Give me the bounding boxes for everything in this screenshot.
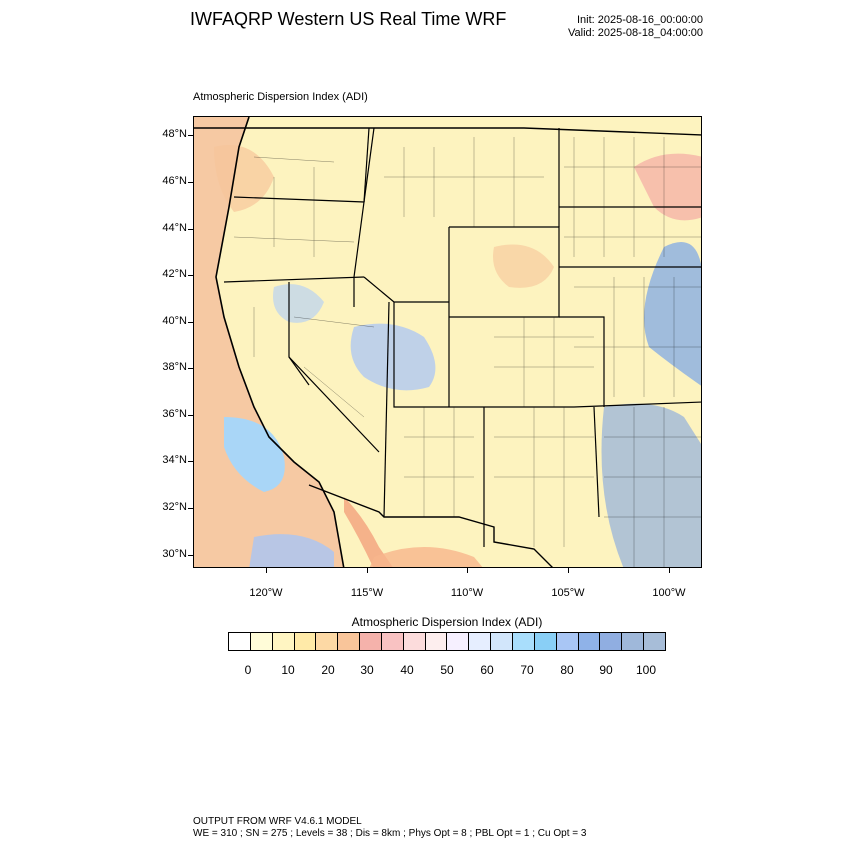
lat-tick — [188, 229, 193, 230]
lat-label-42n: 42°N — [162, 268, 187, 280]
model-info-footer — [193, 816, 586, 840]
legend-swatch — [579, 633, 601, 650]
lat-label-38n: 38°N — [162, 361, 187, 373]
legend-swatch — [491, 633, 513, 650]
lon-tick — [266, 568, 267, 573]
legend-swatch — [229, 633, 251, 650]
legend-label-0: 0 — [244, 663, 252, 677]
lat-tick — [188, 322, 193, 323]
map-panel[interactable] — [193, 116, 702, 568]
model-options: WE = 310 ; SN = 275 ; Levels = 38 ; Dis = 8km ; Phys Opt = 8 ; PBL Opt = 1 ; Cu Opt = 3 — [193, 828, 587, 839]
lat-label-32n: 32°N — [162, 501, 187, 513]
map-subtitle: Atmospheric Dispersion Index (ADI) — [193, 91, 368, 103]
legend-swatch — [316, 633, 338, 650]
lon-tick — [568, 568, 569, 573]
legend-swatch — [447, 633, 469, 650]
lat-label-40n: 40°N — [162, 315, 187, 327]
legend-swatch — [469, 633, 491, 650]
adi-map[interactable] — [194, 117, 702, 568]
legend-swatch — [535, 633, 557, 650]
legend-swatch — [251, 633, 273, 650]
lon-label-100w: 100°W — [652, 587, 686, 599]
lon-tick — [367, 568, 368, 573]
lat-tick — [188, 135, 193, 136]
legend-swatch — [404, 633, 426, 650]
lat-label-34n: 34°N — [162, 454, 187, 466]
legend-label-60: 60 — [480, 663, 494, 677]
lon-tick — [669, 568, 670, 573]
legend-swatch — [644, 633, 665, 650]
legend-label-80: 80 — [560, 663, 574, 677]
legend-label-40: 40 — [400, 663, 414, 677]
legend-swatch — [295, 633, 317, 650]
legend-swatch — [382, 633, 404, 650]
legend-swatch — [360, 633, 382, 650]
legend-swatch — [426, 633, 448, 650]
legend-label-90: 90 — [599, 663, 613, 677]
run-time-info — [520, 14, 703, 40]
page-title: IWFAQRP Western US Real Time WRF — [190, 9, 507, 29]
model-version: OUTPUT FROM WRF V4.6.1 MODEL — [193, 816, 362, 827]
lat-tick — [188, 555, 193, 556]
lon-label-115w: 115°W — [350, 587, 384, 599]
lat-tick — [188, 182, 193, 183]
lat-tick — [188, 415, 193, 416]
legend-label-100: 100 — [635, 663, 657, 677]
lat-label-48n: 48°N — [162, 128, 187, 140]
init-time: Init: 2025-08-16_00:00:00 — [577, 14, 703, 26]
lon-tick — [467, 568, 468, 573]
legend-swatch — [513, 633, 535, 650]
lat-tick — [188, 275, 193, 276]
legend-swatch — [622, 633, 644, 650]
lat-label-44n: 44°N — [162, 222, 187, 234]
legend-swatch — [600, 633, 622, 650]
lat-tick — [188, 461, 193, 462]
legend-title: Atmospheric Dispersion Index (ADI) — [351, 615, 543, 629]
color-legend-bar — [228, 632, 666, 651]
lat-label-36n: 36°N — [162, 408, 187, 420]
lon-label-105w: 105°W — [551, 587, 585, 599]
legend-label-70: 70 — [520, 663, 534, 677]
lat-tick — [188, 508, 193, 509]
legend-swatch — [338, 633, 360, 650]
legend-label-10: 10 — [281, 663, 295, 677]
lon-label-120w: 120°W — [249, 587, 283, 599]
legend-label-50: 50 — [440, 663, 454, 677]
legend-swatch — [273, 633, 295, 650]
lat-label-30n: 30°N — [162, 548, 187, 560]
lat-label-46n: 46°N — [162, 175, 187, 187]
legend-label-30: 30 — [360, 663, 374, 677]
legend-label-20: 20 — [321, 663, 335, 677]
legend-swatch — [557, 633, 579, 650]
lon-label-110w: 110°W — [450, 587, 484, 599]
valid-time: Valid: 2025-08-18_04:00:00 — [568, 27, 703, 39]
lat-tick — [188, 368, 193, 369]
plains-high-adi-south — [602, 404, 703, 568]
